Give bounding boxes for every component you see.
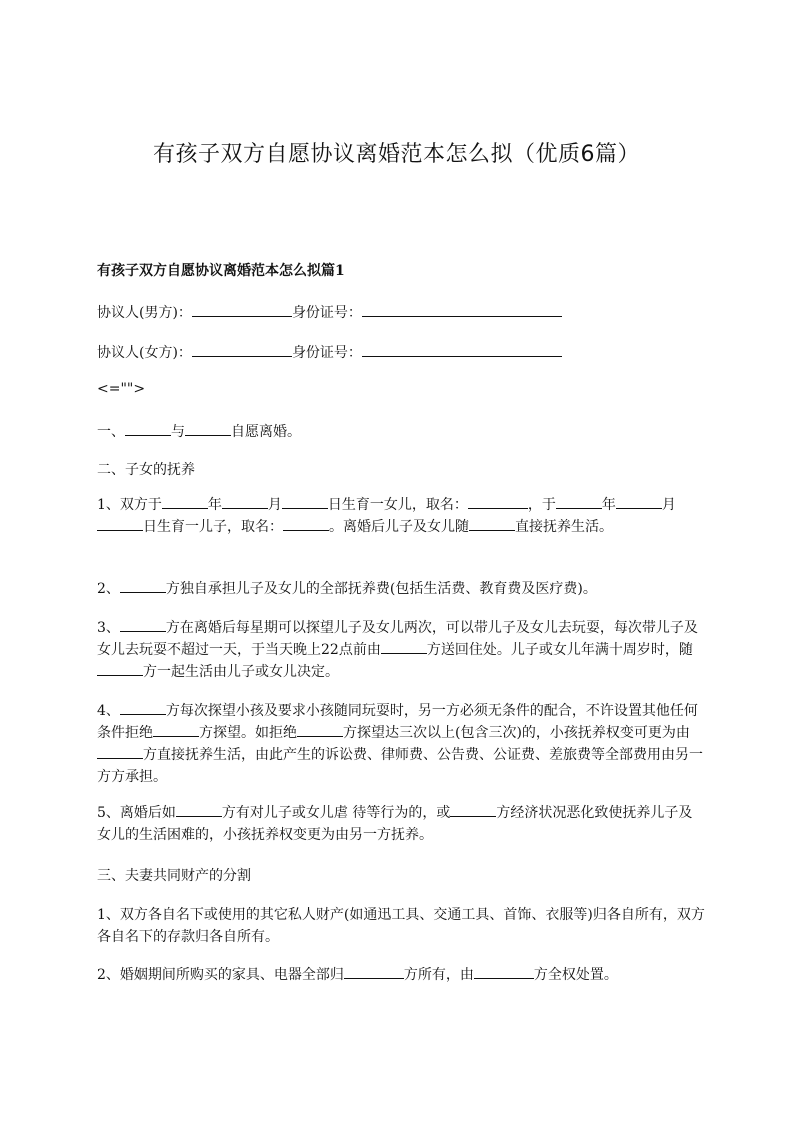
document-title: 有孩子双方自愿协议离婚范本怎么拟（优质6篇） [153,142,640,167]
blank-line [192,342,292,357]
clause-3-2: 2、婚姻期间所购买的家具、电器全部归 方所有，由 方全权处置。 [97,964,705,986]
blank-line [282,494,328,509]
blank-line [176,802,222,817]
clause-2-3: 3、 方在离婚后每星期可以探望儿子及女儿两次，可以带儿子及女儿去玩耍，每次带儿子及女儿去玩耍不超过一天，于当天晚上22点前由 方送回住处。儿子或女儿年满十周岁时，随方一起生活由儿子或女儿决定。 [97,617,705,683]
clause-1: 一、 与 自愿离婚。 [97,421,705,443]
blank-line [283,516,329,531]
clause-2-5: 5、离婚后如 方有对儿子或女儿虐 待等行为的，或 方经济状况恶化致使抚养儿子及女儿的生活困难的，小孩抚养权变更为由另一方抚养。 [97,802,705,846]
blank-line [556,494,602,509]
blank-line [616,494,662,509]
blank-line [192,302,292,317]
blank-line [344,964,404,979]
section-title: 有孩子双方自愿协议离婚范本怎么拟篇1 [97,263,345,279]
blank-line [222,494,268,509]
blank-line [125,421,171,436]
male-party-line: 协议人(男方)： 身份证号： [97,302,705,324]
blank-line [153,722,199,737]
blank-line [120,700,166,715]
blank-line [381,639,427,654]
blank-line [97,744,143,759]
blank-line [468,494,528,509]
blank-line [120,578,166,593]
stray-markup-text: <=""> [97,381,146,397]
blank-line [469,516,515,531]
blank-line [474,964,534,979]
heading-child-custody: 二、子女的抚养 [97,462,195,478]
clause-2-2: 2、 方独自承担儿子及女儿的全部抚养费(包括生活费、教育费及医疗费)。 [97,578,705,600]
blank-line [120,617,166,632]
blank-line [362,302,562,317]
heading-property-division: 三、夫妻共同财产的分割 [97,868,251,884]
blank-line [97,516,143,531]
clause-2-4: 4、 方每次探望小孩及要求小孩随同玩耍时，另一方必须无条件的配合，不许设置其他任何条件拒绝 方探望。如拒绝 方探望达三次以上(包含三次)的，小孩抚养权变可更为由方直接抚养生活，由此产生的诉讼费、律师费、公告费、公证费、差旅费等全部费用由另一方方承担。 [97,700,705,788]
blank-line [362,342,562,357]
blank-line [297,722,343,737]
blank-line [97,661,143,676]
blank-line [450,802,496,817]
blank-line [185,421,231,436]
blank-line [162,494,208,509]
clause-3-1: 1、双方各自名下或使用的其它私人财产(如通迅工具、交通工具、首饰、衣服等)归各自所有，双方各自名下的存款归各自所有。 [97,907,705,945]
clause-2-1: 1、双方于 年 月 日生育一女儿，取名： ，于 年 月日生育一儿子，取名： 。离婚后儿子及女儿随 直接抚养生活。 [97,494,705,538]
female-party-line: 协议人(女方)： 身份证号： [97,342,705,364]
